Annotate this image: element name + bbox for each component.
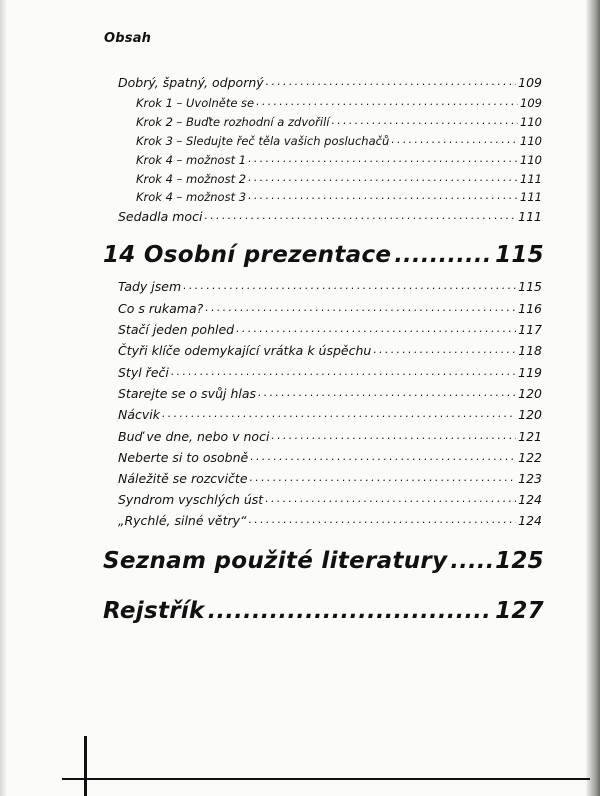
entry-page: 111 bbox=[520, 172, 542, 186]
dot-leader bbox=[171, 365, 516, 380]
toc-subentry[interactable] bbox=[136, 171, 542, 188]
entry-page: 124 bbox=[518, 492, 542, 507]
toc-entry[interactable] bbox=[118, 279, 542, 296]
toc-entry[interactable] bbox=[118, 429, 542, 446]
footer-rule bbox=[62, 778, 590, 780]
entry-title: Náležitě se rozcvičte bbox=[118, 471, 248, 486]
toc-entry[interactable] bbox=[118, 343, 542, 360]
entry-title: Syndrom vyschlých úst bbox=[118, 492, 264, 507]
entry-page: 109 bbox=[520, 96, 542, 110]
dot-leader bbox=[265, 492, 516, 507]
dot-leader bbox=[248, 189, 518, 204]
dot-leader bbox=[250, 450, 516, 465]
entry-title: Dobrý, špatný, odporný bbox=[118, 75, 264, 90]
dot-leader bbox=[248, 171, 518, 186]
entry-page: 120 bbox=[518, 386, 542, 401]
entry-title: Stačí jeden pohled bbox=[118, 322, 235, 337]
entry-title: Styl řeči bbox=[118, 365, 169, 380]
dot-leader bbox=[204, 209, 516, 224]
entry-page: 115 bbox=[518, 279, 542, 294]
margin-rule-vertical bbox=[84, 736, 87, 796]
chapter-title: Rejstřík bbox=[103, 598, 205, 624]
toc-subentry[interactable] bbox=[136, 133, 542, 150]
entry-title: Čtyři klíče odemykající vrátka k úspěchu bbox=[118, 343, 372, 358]
entry-title: Krok 1 – Uvolněte se bbox=[136, 96, 255, 110]
toc-subentry[interactable] bbox=[136, 114, 542, 131]
entry-title: „Rychlé, silné větry“ bbox=[118, 513, 247, 528]
entry-title: Sedadla moci bbox=[118, 209, 203, 224]
dot-leader bbox=[271, 429, 516, 444]
toc-entry[interactable] bbox=[118, 301, 542, 318]
entry-title: Neberte si to osobně bbox=[118, 450, 249, 465]
entry-page: 110 bbox=[520, 153, 542, 167]
toc-index[interactable] bbox=[103, 596, 544, 627]
chapter-page: 115 bbox=[495, 242, 544, 268]
entry-page: 109 bbox=[518, 75, 542, 90]
toc-entry[interactable] bbox=[118, 513, 542, 530]
toc-entry[interactable] bbox=[118, 75, 542, 92]
toc-entry[interactable] bbox=[118, 209, 542, 226]
toc-chapter-14[interactable] bbox=[103, 240, 544, 271]
running-head: Obsah bbox=[104, 31, 152, 46]
entry-title: Co s rukama? bbox=[118, 301, 204, 316]
dot-leader bbox=[394, 241, 492, 271]
dot-leader bbox=[183, 279, 516, 294]
toc-entry[interactable] bbox=[118, 450, 542, 467]
dot-leader bbox=[208, 597, 492, 627]
entry-page: 118 bbox=[518, 343, 542, 358]
dot-leader bbox=[205, 301, 516, 316]
entry-title: Krok 4 – možnost 2 bbox=[136, 172, 247, 186]
entry-title: Krok 3 – Sledujte řeč těla vašich posluchačů bbox=[136, 134, 390, 148]
entry-page: 124 bbox=[518, 513, 542, 528]
toc-entry[interactable] bbox=[118, 365, 542, 382]
entry-title: Nácvik bbox=[118, 407, 160, 422]
dot-leader bbox=[258, 386, 516, 401]
toc-subentry[interactable] bbox=[136, 95, 542, 112]
dot-leader bbox=[236, 322, 516, 337]
entry-page: 121 bbox=[518, 429, 542, 444]
entry-title: Krok 2 – Buďte rozhodní a zdvořilí bbox=[136, 115, 330, 129]
entry-title: Tady jsem bbox=[118, 279, 182, 294]
entry-page: 122 bbox=[518, 450, 542, 465]
dot-leader bbox=[248, 152, 518, 167]
toc-literature[interactable] bbox=[103, 546, 544, 577]
dot-leader bbox=[391, 133, 518, 148]
entry-page: 110 bbox=[520, 134, 542, 148]
chapter-title: Seznam použité literatury bbox=[103, 548, 448, 574]
dot-leader bbox=[331, 114, 518, 129]
toc-entry[interactable] bbox=[118, 407, 542, 424]
entry-page: 119 bbox=[518, 365, 542, 380]
toc-entry[interactable] bbox=[118, 471, 542, 488]
dot-leader bbox=[249, 513, 517, 528]
toc-subentry[interactable] bbox=[136, 152, 542, 169]
entry-page: 120 bbox=[518, 407, 542, 422]
dot-leader bbox=[450, 547, 492, 577]
toc-entry[interactable] bbox=[118, 386, 542, 403]
entry-page: 111 bbox=[518, 209, 542, 224]
chapter-page: 125 bbox=[495, 548, 544, 574]
entry-title: Krok 4 – možnost 3 bbox=[136, 190, 247, 204]
dot-leader bbox=[250, 471, 517, 486]
toc-entry[interactable] bbox=[118, 492, 542, 509]
entry-page: 110 bbox=[520, 115, 542, 129]
toc-entry[interactable] bbox=[118, 322, 542, 339]
toc-subentry[interactable] bbox=[136, 189, 542, 206]
entry-page: 123 bbox=[518, 471, 542, 486]
entry-title: Krok 4 – možnost 1 bbox=[136, 153, 247, 167]
dot-leader bbox=[373, 343, 516, 358]
chapter-page: 127 bbox=[495, 598, 544, 624]
chapter-title: 14 Osobní prezentace bbox=[103, 242, 392, 268]
dot-leader bbox=[266, 75, 516, 90]
entry-title: Starejte se o svůj hlas bbox=[118, 386, 257, 401]
entry-title: Buď ve dne, nebo v noci bbox=[118, 429, 270, 444]
entry-page: 111 bbox=[520, 190, 542, 204]
entry-page: 117 bbox=[518, 322, 542, 337]
dot-leader bbox=[162, 407, 516, 422]
dot-leader bbox=[256, 95, 518, 110]
entry-page: 116 bbox=[518, 301, 542, 316]
